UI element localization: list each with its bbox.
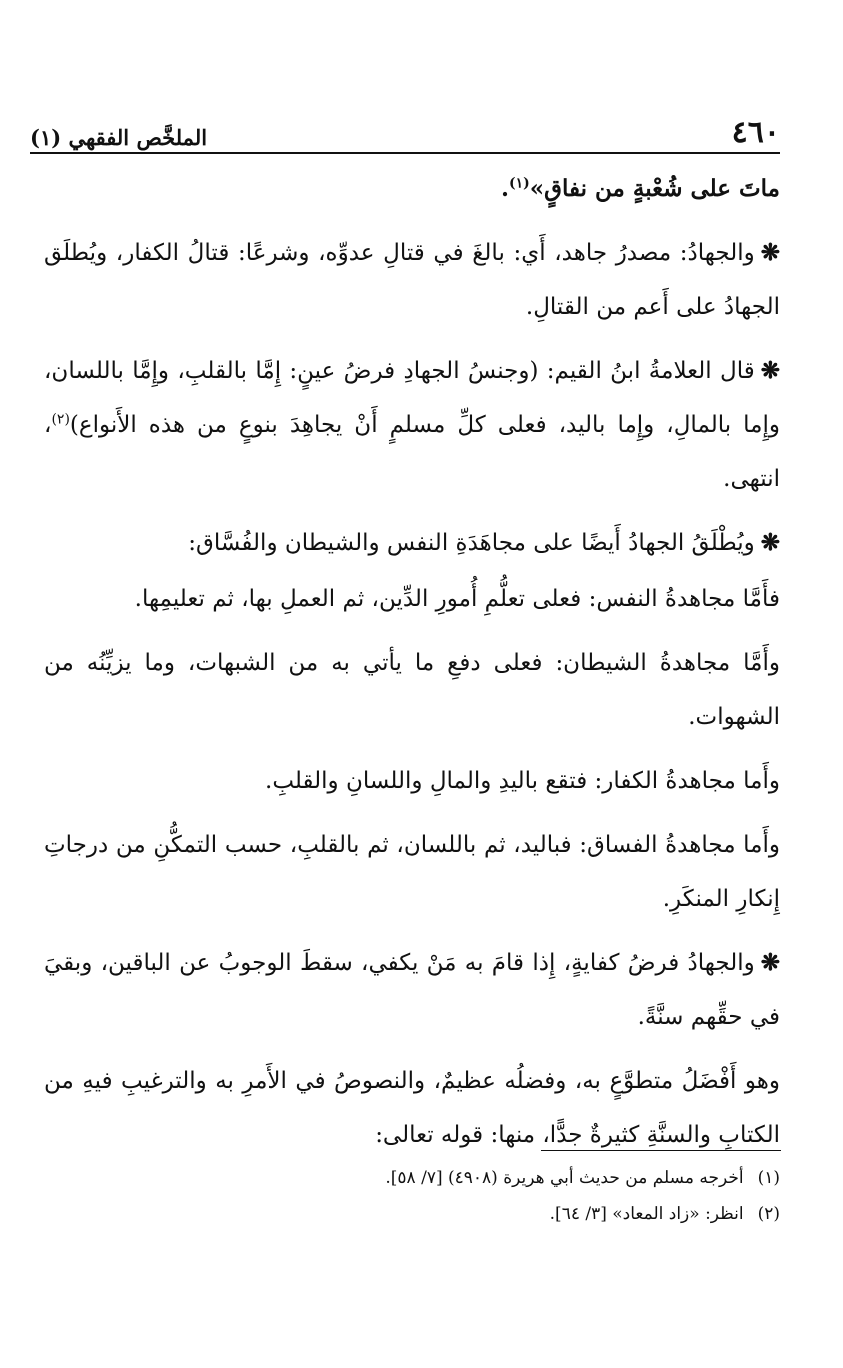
paragraph: [44, 572, 780, 626]
paragraph-text: ويُطْلَقُ الجهادُ أَيضًا على مجاهَدَةِ النفس والشيطان والفُسَّاق:: [188, 530, 755, 556]
paragraph-text: وأَما مجاهدةُ الفساق: فباليد، ثم باللسان، ثم بالقلبِ، حسب التمكُّنِ من درجاتِ إِنكارِ المنكَرِ.: [44, 832, 780, 912]
paragraph: [44, 936, 780, 1044]
footnote: [44, 1160, 780, 1196]
paragraph: [44, 162, 780, 216]
paragraph-text: فأَمَّا مجاهدةُ النفس: فعلى تعلُّمِ أُمورِ الدِّين، ثم العملِ بها، ثم تعليمِها.: [134, 586, 780, 612]
asterisk-icon: ❋: [760, 529, 780, 556]
footnote-ref[interactable]: (٢): [51, 411, 70, 428]
paragraph-tail: .: [500, 175, 509, 202]
paragraph-text: وأَمَّا مجاهدةُ الشيطان: فعلى دفعِ ما يأتي به من الشبهات، وما يزيِّنُه من الشهوات.: [44, 650, 780, 730]
paragraph-text: قال العلامةُ ابنُ القيم: (وجنسُ الجهادِ فرضُ عينٍ: إِمَّا بالقلبِ، وإِمَّا باللسان، وإِما بالمالِ، وإِما باليد، فعلى كلِّ مسلمٍ أَنْ يجاهِدَ بنوعٍ من هذه الأَنواع): [44, 358, 780, 438]
paragraph-text: وأَما مجاهدةُ الكفار: فتقع باليدِ والمالِ واللسانِ والقلبِ.: [265, 768, 780, 794]
paragraph: [44, 226, 780, 334]
footnote-divider: [541, 1150, 781, 1151]
paragraph-text: ماتَ على شُعْبةٍ من نفاقٍ»: [529, 175, 780, 202]
footnote-text: أخرجه مسلم من حديث أبي هريرة (٤٩٠٨) [٧/ ٥٨].: [385, 1168, 744, 1188]
paragraph: [44, 636, 780, 744]
paragraph: [44, 754, 780, 808]
page-number: ٤٦٠: [731, 115, 780, 150]
asterisk-icon: ❋: [760, 357, 780, 384]
paragraph: [44, 344, 780, 506]
paragraph-text: وهو أَفْضَلُ متطوَّعٍ به، وفضلُه عظيمٌ، والنصوصُ في الأَمرِ به والترغيبِ فيهِ من الكتابِ والسنَّةِ كثيرةٌ جدًّا، منها: قوله تعالى:: [44, 1068, 780, 1148]
paragraph: [44, 516, 780, 570]
footnotes: [44, 1160, 780, 1232]
paragraph: [44, 818, 780, 926]
paragraph-tail: ، انتهى.: [44, 412, 780, 492]
footnote-number: (٢): [757, 1204, 780, 1224]
footnote-ref[interactable]: (١): [508, 175, 530, 192]
page-header: [30, 108, 780, 154]
paragraph-text: والجهادُ: مصدرُ جاهد، أَي: بالغَ في قتالِ عدوِّه، وشرعًا: قتالُ الكفار، ويُطلَق الجهادُ على أَعم من القتالِ.: [44, 240, 780, 320]
footnote-number: (١): [757, 1168, 780, 1188]
asterisk-icon: ❋: [760, 949, 780, 976]
running-title: الملخَّص الفقهي (١): [30, 125, 208, 150]
paragraph: [44, 1054, 780, 1162]
asterisk-icon: ❋: [760, 239, 780, 266]
paragraph-text: والجهادُ فرضُ كفايةٍ، إِذا قامَ به مَنْ يكفي، سقطَ الوجوبُ عن الباقين، وبقيَ في حقِّهم سنَّةً.: [44, 950, 780, 1030]
footnote: [44, 1196, 780, 1232]
main-text: [44, 162, 780, 1172]
footnote-text: انظر: «زاد المعاد» [٣/ ٦٤].: [549, 1204, 744, 1224]
